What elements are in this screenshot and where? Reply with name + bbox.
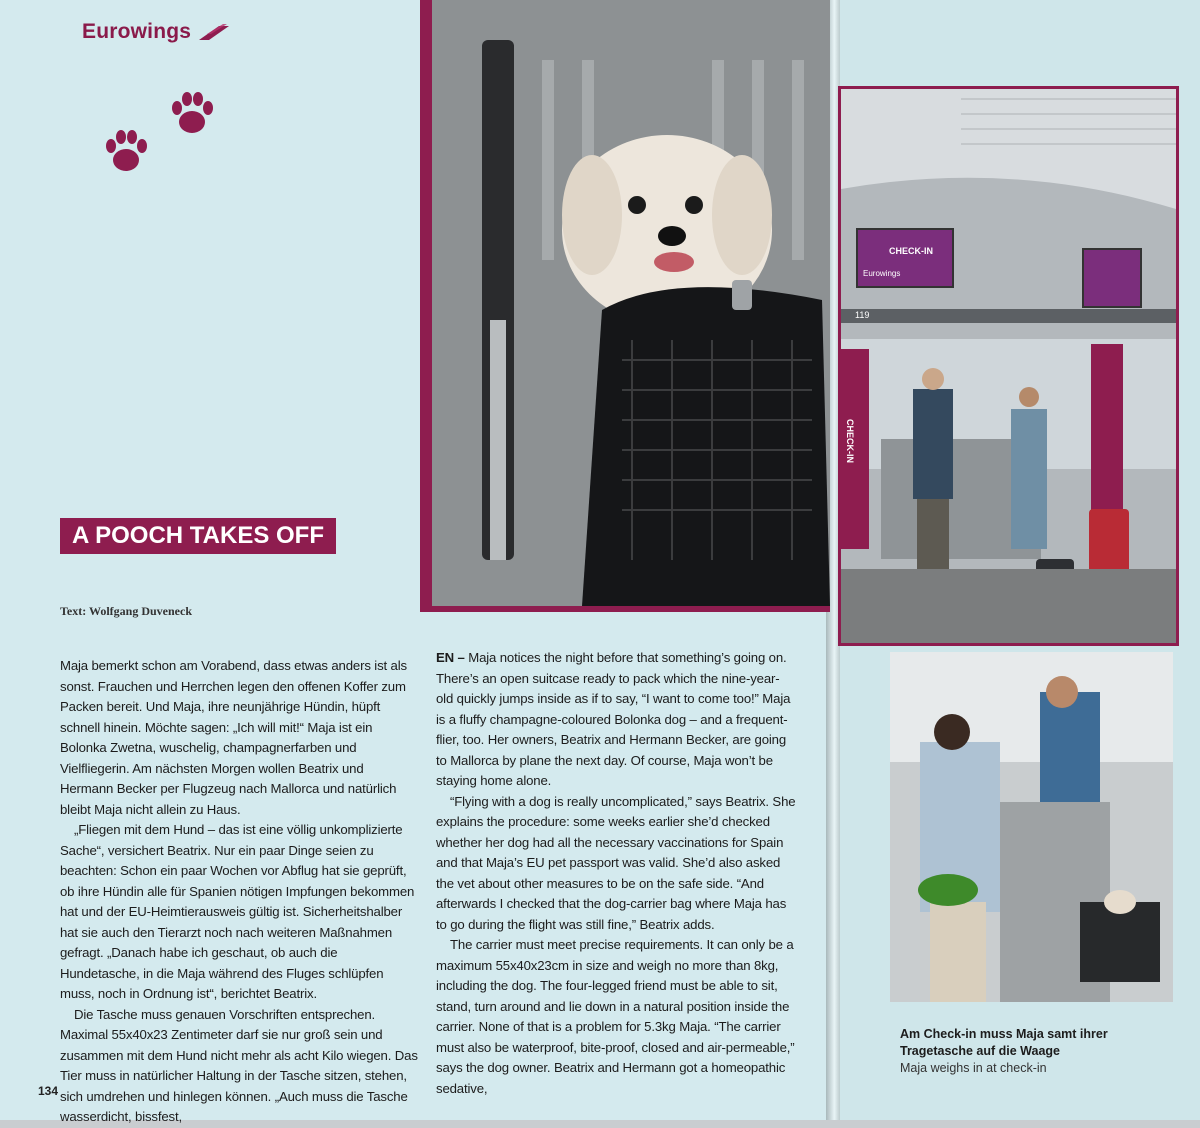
caption-german: Am Check-in muss Maja samt ihrer Tragetasche auf die Waage (900, 1027, 1108, 1058)
check-in-sign-brand: Eurowings (863, 269, 901, 278)
check-in-staff-illustration (890, 652, 1173, 1002)
subtitle: A POOCH TAKES OFF (60, 518, 336, 554)
paragraph: The carrier must meet precise requirements. It can only be a maximum 55x40x23cm in size and weigh no more than 8kg, including the dog. The four-legged friend must be able to sit, stand, turn around and lie down in a natural position inside the carrier. None of that is a problem for 5.3kg Maja. “The carrier must also be waterproof, bite-proof, closed and air-permeable,” says the dog owner. Beatrix and Hermann got a homeopathic sedative, (436, 937, 795, 1096)
paragraph-text: Maja notices the night before that something’s going on. There’s an open suitcase ready to pack which the nine-year-old quickly jumps inside as if to say, “I want to come too!” Maja is a fluffy champagne-coloured Bolonka dog – and a frequent-flier, too. Her owners, Beatrix and Hermann Becker, are going to Mallorca by plane the next day. Of course, Maja won’t be staying home alone. (436, 650, 791, 788)
check-in-photo (838, 86, 1179, 646)
paragraph (436, 648, 796, 792)
check-in-staff-photo (890, 652, 1173, 1002)
dog-in-carrier-illustration (432, 0, 830, 606)
photo-caption (900, 1026, 1170, 1077)
paragraph: Die Tasche muss genauen Vorschriften entsprechen. Maximal 55x40x23 Zentimeter darf sie nur groß sein und zusammen mit dem Hund nicht mehr als acht Kilo wiegen. Das Tier muss in natürlicher Haltung in der Tasche sitzen, stehen, sich umdrehen und hinlegen können. „Auch muss die Tasche wasserdicht, bissfest, (60, 1006, 418, 1124)
caption-english: Maja weighs in at check-in (900, 1061, 1047, 1075)
brand-wing-icon (197, 22, 231, 42)
paw-print-icon (102, 128, 150, 174)
brand (82, 20, 231, 44)
page-number: 134 (38, 1084, 59, 1098)
paragraph: „Fliegen mit dem Hund – das ist eine völlig unkomplizierte Sache“, versichert Beatrix. Nur ein paar Dinge seien zu beachten: Schon ein paar Wochen vor Abflug hat sie geprüft, ob ihre Hündin alle für Spanien nötigen Impfungen bekommen hat und der EU-Heimtierausweis gültig ist. Sicherheitshalber hat sie auch den Tierarzt noch nach weiteren Maßnahmen gefragt. „Danach habe ich geschaut, ob auch die Hundetasche, in die Maja während des Fluges schlüpfen muss, noch in Ordnung ist“, berichtet Beatrix. (60, 822, 415, 1001)
german-text-column (60, 656, 420, 1128)
paragraph: “Flying with a dog is really uncomplicated,” says Beatrix. She explains the procedure: some weeks earlier she’d checked whether her dog had all the necessary vaccinations for Spain and that Maja’s EU pet passport was valid. She’d also asked the vet about other measures to be on the safe side. “And afterwards I checked that the dog-carrier bag where Maja has to go during the flight was still fine,” Beatrix adds. (436, 793, 796, 932)
language-lead: EN – (436, 650, 465, 665)
author-credit: Text: Wolfgang Duveneck (60, 604, 193, 618)
paw-print-icon (168, 90, 216, 136)
paragraph: Maja bemerkt schon am Vorabend, dass etwas anders ist als sonst. Frauchen und Herrchen legen den offenen Koffer zum Packen bereit. Und Maja, ihre neunjährige Hündin, hüpft schnell hinein. Möchte sagen: „Ich will mit!“ Maja ist ein Bolonka Zwetna, wuschelig, champagnerfarben und Vielfliegerin. Am nächsten Morgen wollen Beatrix und Hermann Becker per Flugzeug nach Mallorca und natürlich bleibt Maja nicht allein zu Haus. (60, 658, 407, 817)
counter-number: 119 (855, 310, 870, 320)
dog-in-carrier-photo (432, 0, 830, 606)
pillar-check-in-label: CHECK-IN (845, 419, 855, 463)
english-text-column (436, 648, 796, 1099)
check-in-illustration (841, 89, 1176, 643)
check-in-sign: CHECK-IN (889, 246, 933, 256)
brand-name: Eurowings (82, 20, 192, 43)
